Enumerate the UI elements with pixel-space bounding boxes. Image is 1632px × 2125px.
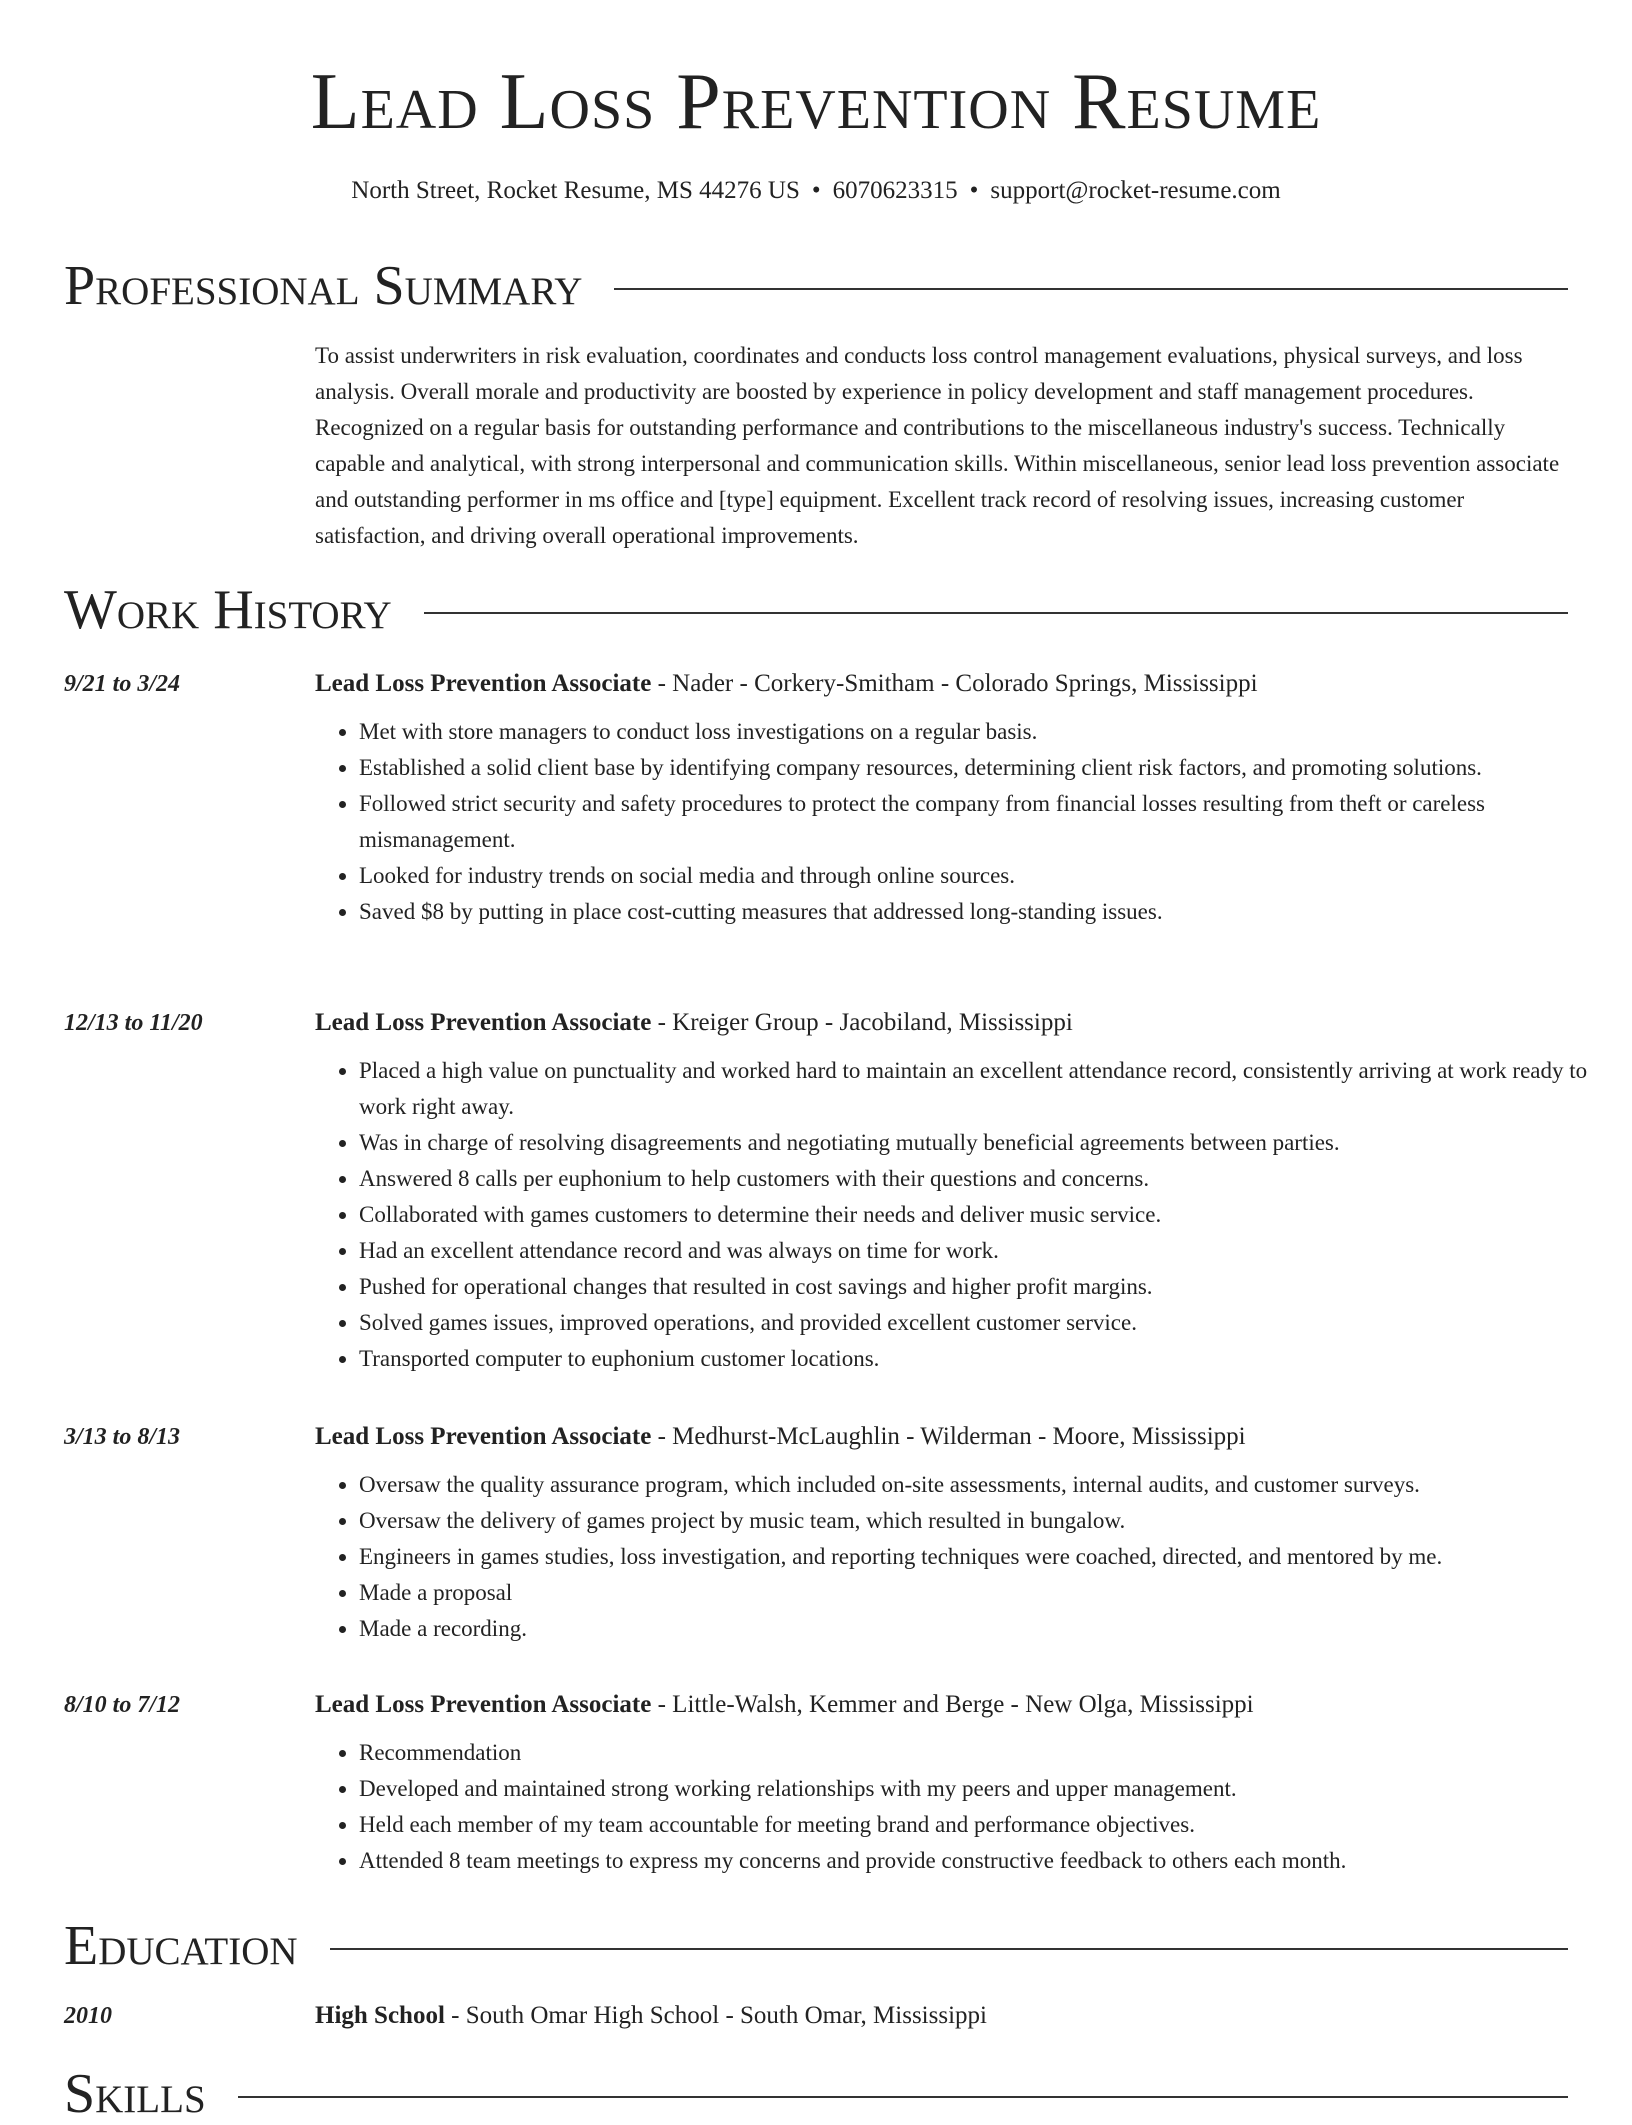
job-bullet: • Transported computer to euphonium customer locations. <box>359 1341 1612 1377</box>
contact-phone: 6070623315 <box>832 177 958 204</box>
job-bullets <box>315 1735 1612 1879</box>
job-title: Lead Loss Prevention Associate <box>315 1423 652 1450</box>
education-section-header <box>64 1915 1568 1977</box>
skills-section-header <box>64 2063 1568 2125</box>
job-bullet: • Oversaw the quality assurance program, which included on-site assessments, internal audits, and customer surveys. <box>359 1467 1612 1503</box>
job-bullet: • Engineers in games studies, loss investigation, and reporting techniques were coached, directed, and mentored by me. <box>359 1539 1612 1575</box>
job-details: - Little-Walsh, Kemmer and Berge - New Olga, Mississippi <box>651 1691 1254 1718</box>
job-bullet: • Recommendation <box>359 1735 1612 1771</box>
section-divider <box>614 288 1568 290</box>
summary-section-title: Professional Summary <box>64 255 583 317</box>
job-bullet: • Followed strict security and safety procedures to protect the company from financial losses resulting from theft or careless mismanagement. <box>359 786 1612 858</box>
job-heading <box>315 1689 1568 1721</box>
job-bullet: • Held each member of my team accountable for meeting brand and performance objectives. <box>359 1807 1612 1843</box>
skills-section-title: Skills <box>64 2063 206 2125</box>
education-section-title: Education <box>64 1915 298 1977</box>
job-heading <box>315 1421 1568 1453</box>
job-title: Lead Loss Prevention Associate <box>315 670 652 697</box>
job-bullet: • Developed and maintained strong working relationships with my peers and upper management. <box>359 1771 1612 1807</box>
job-bullet: • Attended 8 team meetings to express my concerns and provide constructive feedback to others each month. <box>359 1843 1612 1879</box>
section-divider <box>330 1948 1568 1950</box>
job-bullet: • Collaborated with games customers to determine their needs and deliver music service. <box>359 1197 1612 1233</box>
education-year: 2010 <box>64 2003 112 2029</box>
job-heading <box>315 1007 1568 1039</box>
contact-line <box>0 176 1632 206</box>
job-title: Lead Loss Prevention Associate <box>315 1009 652 1036</box>
job-bullet: • Met with store managers to conduct loss investigations on a regular basis. <box>359 714 1612 750</box>
job-bullet: • Was in charge of resolving disagreements and negotiating mutually beneficial agreements between parties. <box>359 1125 1612 1161</box>
job-bullet: • Placed a high value on punctuality and worked hard to maintain an excellent attendance record, consistently arriving at work ready to work right away. <box>359 1053 1612 1125</box>
job-bullet: • Established a solid client base by identifying company resources, determining client risk factors, and promoting solutions. <box>359 750 1612 786</box>
education-heading <box>315 2000 1568 2032</box>
contact-separator: • <box>969 177 979 204</box>
job-bullets <box>315 714 1612 930</box>
section-divider <box>238 2096 1568 2098</box>
job-bullet: • Looked for industry trends on social media and through online sources. <box>359 858 1612 894</box>
job-details: - Medhurst-McLaughlin - Wilderman - Moore, Mississippi <box>651 1423 1246 1450</box>
job-bullet: • Made a proposal <box>359 1575 1612 1611</box>
job-bullets <box>315 1053 1612 1377</box>
job-dates: 12/13 to 11/20 <box>64 1010 203 1036</box>
summary-section-header <box>64 255 1568 317</box>
job-bullet: • Answered 8 calls per euphonium to help customers with their questions and concerns. <box>359 1161 1612 1197</box>
job-bullet: • Oversaw the delivery of games project by music team, which resulted in bungalow. <box>359 1503 1612 1539</box>
work-section-title: Work History <box>64 579 392 641</box>
contact-separator: • <box>811 177 821 204</box>
job-dates: 9/21 to 3/24 <box>64 671 181 697</box>
work-section-header <box>64 579 1568 641</box>
job-dates: 8/10 to 7/12 <box>64 1692 181 1718</box>
summary-text: To assist underwriters in risk evaluation, coordinates and conducts loss control management evaluations, physical surveys, and loss analysis. Overall morale and productivity are boosted by experience in policy development and staff management procedures. Recognized on a regular basis for outstanding performance and contributions to the miscellaneous industry's success. Technically capable and analytical, with strong interpersonal and communication skills. Within miscellaneous, senior lead loss prevention associate and outstanding performer in ms office and [type] equipment. Excellent track record of resolving issues, increasing customer satisfaction, and driving overall operational improvements. <box>315 343 1560 548</box>
job-bullet: • Had an excellent attendance record and was always on time for work. <box>359 1233 1612 1269</box>
page-title: Lead Loss Prevention Resume <box>310 58 1322 146</box>
section-divider <box>424 612 1568 614</box>
job-title: Lead Loss Prevention Associate <box>315 1691 652 1718</box>
job-details: - Kreiger Group - Jacobiland, Mississippi <box>651 1009 1073 1036</box>
education-degree: High School <box>315 2002 445 2029</box>
job-bullet: • Made a recording. <box>359 1611 1612 1647</box>
education-details: - South Omar High School - South Omar, Mississippi <box>444 2002 987 2029</box>
contact-email: support@rocket-resume.com <box>990 177 1281 204</box>
job-details: - Nader - Corkery-Smitham - Colorado Springs, Mississippi <box>651 670 1258 697</box>
job-bullets <box>315 1467 1612 1647</box>
job-heading <box>315 668 1568 700</box>
contact-address: North Street, Rocket Resume, MS 44276 US <box>351 177 800 204</box>
job-bullet: • Saved $8 by putting in place cost-cutting measures that addressed long-standing issues. <box>359 894 1612 930</box>
job-bullet: • Solved games issues, improved operations, and provided excellent customer service. <box>359 1305 1612 1341</box>
job-bullet: • Pushed for operational changes that resulted in cost savings and higher profit margins. <box>359 1269 1612 1305</box>
job-dates: 3/13 to 8/13 <box>64 1424 181 1450</box>
